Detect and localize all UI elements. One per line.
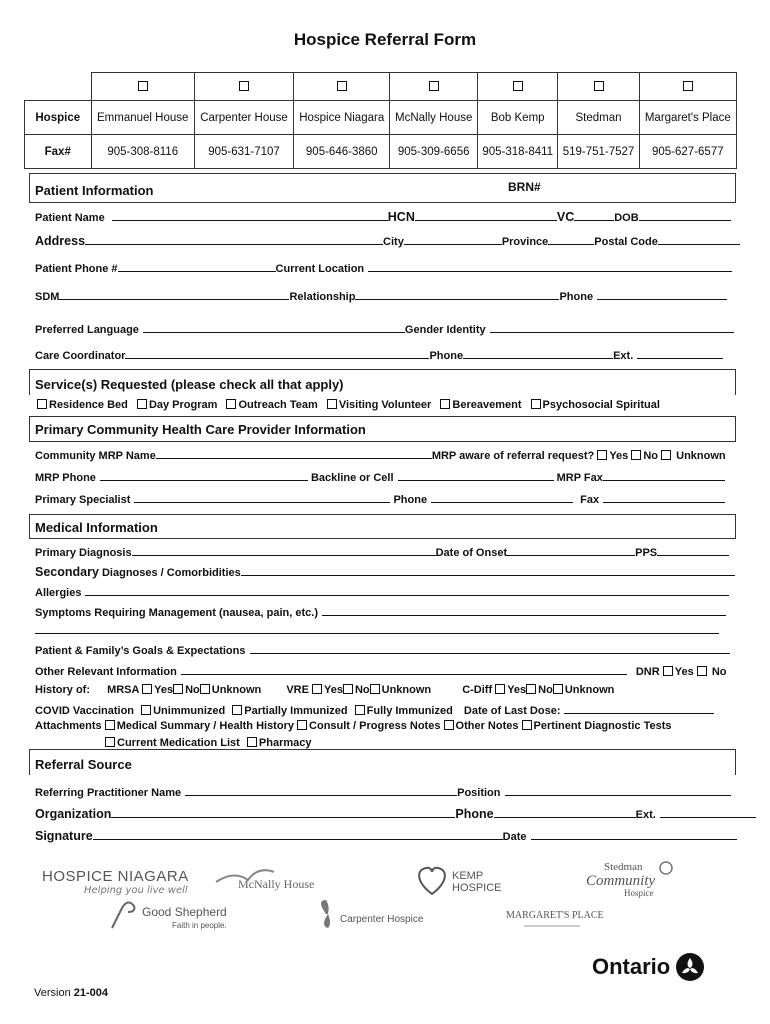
specialist-phone-field[interactable] <box>431 491 573 503</box>
cdiff-label: C-Diff <box>462 684 493 696</box>
mrp-aware-unknown[interactable]: Unknown <box>661 450 726 462</box>
vre-yes[interactable]: Yes <box>312 684 343 696</box>
mrsa-no[interactable]: No <box>173 684 200 696</box>
organization-field[interactable] <box>111 806 455 818</box>
specialist-row <box>35 491 725 506</box>
signature-field[interactable] <box>93 828 503 840</box>
care-coordinator-phone-label: Phone <box>429 350 464 362</box>
organization-label: Organization <box>35 807 112 821</box>
specialist-fax-label: Fax <box>580 494 600 506</box>
section-title: Service(s) Requested (please check all that apply) <box>35 377 344 392</box>
patient-name-field[interactable] <box>112 209 388 221</box>
mrp-phone-field[interactable] <box>100 469 308 481</box>
hospice-checkbox[interactable] <box>639 73 736 101</box>
vc-label: VC <box>556 210 575 224</box>
svg-text:KEMP: KEMP <box>452 870 484 882</box>
service-option[interactable]: Visiting Volunteer <box>327 399 432 411</box>
sdm-row <box>35 288 727 303</box>
dnr-yes[interactable]: Yes <box>663 666 694 678</box>
hospice-fax: 905-631-7107 <box>194 135 293 169</box>
referral-section-header <box>29 749 736 775</box>
address-field[interactable] <box>85 233 383 245</box>
attachments-label: Attachments <box>35 720 102 732</box>
services-options <box>37 399 660 411</box>
current-location-label: Current Location <box>275 263 365 275</box>
section-title: Primary Community Health Care Provider Information <box>35 422 366 437</box>
goals-field[interactable] <box>250 642 730 654</box>
fax-row-label: Fax# <box>25 135 92 169</box>
hospice-fax: 905-309-6656 <box>390 135 478 169</box>
attachment-option[interactable]: Other Notes <box>444 720 519 732</box>
city-label: City <box>383 236 404 248</box>
version-footer: Version 21-004 <box>34 987 109 999</box>
date-label: Date <box>502 831 527 843</box>
language-field[interactable] <box>143 321 405 333</box>
attachment-option[interactable]: Consult / Progress Notes <box>297 720 440 732</box>
svg-text:Good Shepherd: Good Shepherd <box>142 905 227 919</box>
hospice-checkbox[interactable] <box>91 73 194 101</box>
service-option[interactable]: Day Program <box>137 399 217 411</box>
mrp-fax-field[interactable] <box>603 469 725 481</box>
diagnosis-label: Primary Diagnosis <box>35 547 132 559</box>
symptoms-line-2[interactable] <box>35 633 719 634</box>
pps-field[interactable] <box>657 544 729 556</box>
postal-code-label: Postal Code <box>594 236 658 248</box>
svg-text:HOSPICE: HOSPICE <box>452 882 502 894</box>
other-info-row <box>35 663 727 678</box>
hospice-name: McNally House <box>390 101 478 135</box>
organization-row <box>35 806 756 821</box>
address-row <box>35 233 740 248</box>
hospice-row-label: Hospice <box>25 101 92 135</box>
secondary-field[interactable] <box>241 564 735 576</box>
vre-unknown[interactable]: Unknown <box>370 684 432 696</box>
care-coordinator-label: Care Coordinator <box>35 350 126 362</box>
hospice-name: Margaret's Place <box>639 101 736 135</box>
kemp-heart-icon <box>414 862 510 900</box>
last-dose-field[interactable] <box>564 702 714 714</box>
hospice-name: Carpenter House <box>194 101 293 135</box>
services-section-header <box>29 369 736 395</box>
dob-field[interactable] <box>639 209 731 221</box>
good-shepherd-logo <box>98 894 228 938</box>
hospice-name: Emmanuel House <box>91 101 194 135</box>
mrp-aware-yes[interactable]: Yes <box>597 450 628 462</box>
hospice-checkbox[interactable] <box>194 73 293 101</box>
province-field[interactable] <box>548 233 594 245</box>
mrp-phone-label: MRP Phone <box>35 472 96 484</box>
vc-field[interactable] <box>574 209 614 221</box>
allergies-field[interactable] <box>85 584 729 596</box>
onset-label: Date of Onset <box>435 547 508 559</box>
city-field[interactable] <box>404 233 502 245</box>
svg-text:Stedman: Stedman <box>604 861 643 873</box>
cdiff-yes[interactable]: Yes <box>495 684 526 696</box>
margarets-place-logo <box>504 902 604 936</box>
dnr-label: DNR <box>635 666 660 678</box>
attachments-row-2 <box>105 737 312 749</box>
gender-field[interactable] <box>490 321 734 333</box>
org-phone-field[interactable] <box>494 806 636 818</box>
hospice-fax: 905-318-8411 <box>478 135 558 169</box>
kemp-hospice-logo <box>414 862 510 904</box>
mcnally-bird-icon <box>214 862 314 898</box>
patient-name-label: Patient Name <box>35 212 105 224</box>
vre-label: VRE <box>286 684 309 696</box>
org-phone-label: Phone <box>455 807 494 821</box>
secondary-row: Secondary Diagnoses / Comorbidities <box>35 564 735 579</box>
allergies-row <box>35 584 729 599</box>
medical-section-header <box>29 514 736 539</box>
hospice-name: Bob Kemp <box>478 101 558 135</box>
mrp-aware-no[interactable]: No <box>631 450 658 462</box>
mrsa-yes[interactable]: Yes <box>142 684 173 696</box>
margarets-place-icon <box>504 902 604 932</box>
history-row <box>35 684 614 696</box>
mrp-fax-label: MRP Fax <box>556 472 603 484</box>
goals-row <box>35 642 730 657</box>
language-row <box>35 321 734 336</box>
hospice-fax: 905-627-6577 <box>639 135 736 169</box>
ext-field[interactable] <box>637 347 723 359</box>
covid-row <box>35 702 714 717</box>
hospice-checkbox[interactable] <box>390 73 478 101</box>
service-option[interactable]: Residence Bed <box>37 399 128 411</box>
hospice-checkbox[interactable] <box>478 73 558 101</box>
service-option[interactable]: Bereavement <box>440 399 521 411</box>
vre-no[interactable]: No <box>343 684 370 696</box>
svg-text:Community: Community <box>586 873 656 889</box>
position-label: Position <box>457 787 501 799</box>
hospice-fax: 905-308-8116 <box>91 135 194 169</box>
secondary-label: Secondary <box>35 565 99 579</box>
mrp-name-label: Community MRP Name <box>35 450 156 462</box>
practitioner-row <box>35 784 731 799</box>
attachment-option[interactable]: Pharmacy <box>247 737 312 749</box>
other-info-field[interactable] <box>181 663 627 675</box>
language-label: Preferred Language <box>35 324 139 336</box>
provider-section-header <box>29 416 736 442</box>
svg-text:Hospice: Hospice <box>624 888 654 898</box>
care-coordinator-phone-field[interactable] <box>463 347 613 359</box>
pps-label: PPS <box>635 547 658 559</box>
mrp-name-field[interactable] <box>156 447 432 459</box>
last-dose-label: Date of Last Dose: <box>463 705 561 717</box>
dnr-no[interactable]: No <box>697 666 727 678</box>
mrp-name-row <box>35 447 726 462</box>
care-coordinator-row <box>35 347 723 362</box>
stedman-sun-icon <box>584 856 680 900</box>
dob-label: DOB <box>614 212 639 224</box>
symptoms-field[interactable] <box>322 604 726 616</box>
specialist-phone-label: Phone <box>393 494 428 506</box>
ext-label: Ext. <box>613 350 634 362</box>
hcn-field[interactable] <box>415 209 557 221</box>
cdiff-unknown[interactable]: Unknown <box>553 684 615 696</box>
ontario-logo: Ontario <box>592 952 705 982</box>
service-option[interactable]: Outreach Team <box>226 399 317 411</box>
mrp-aware-label: MRP aware of referral request? <box>431 450 595 462</box>
stedman-logo <box>584 856 680 904</box>
gender-label: Gender Identity <box>404 324 486 336</box>
practitioner-field[interactable] <box>185 784 457 796</box>
good-shepherd-crook-icon <box>98 894 228 934</box>
province-label: Province <box>501 236 549 248</box>
backline-label: Backline or Cell <box>310 472 394 484</box>
other-info-label: Other Relevant Information <box>35 666 177 678</box>
hospice-niagara-logo: HOSPICE NIAGARA Helping you live well <box>42 868 189 896</box>
butterfly-icon <box>316 896 424 932</box>
onset-field[interactable] <box>507 544 635 556</box>
page-title: Hospice Referral Form <box>293 30 477 49</box>
svg-text:MARGARET'S PLACE: MARGARET'S PLACE <box>506 910 604 921</box>
hospice-name: Hospice Niagara <box>294 101 390 135</box>
hospice-checkbox[interactable] <box>558 73 639 101</box>
postal-code-field[interactable] <box>658 233 740 245</box>
signature-row <box>35 828 737 843</box>
org-ext-field[interactable] <box>660 806 756 818</box>
covid-partial[interactable]: Partially Immunized <box>232 705 347 717</box>
section-title: Referral Source <box>35 757 132 772</box>
current-location-field[interactable] <box>368 260 732 272</box>
position-field[interactable] <box>505 784 731 796</box>
carpenter-hospice-logo <box>316 896 424 936</box>
allergies-label: Allergies <box>35 587 82 599</box>
sdm-phone-field[interactable] <box>597 288 727 300</box>
hospice-selection-table <box>24 72 737 169</box>
diagnosis-row <box>35 544 729 559</box>
patient-name-row <box>35 209 731 224</box>
sdm-phone-label: Phone <box>559 291 594 303</box>
attachment-option[interactable]: Medical Summary / Health History <box>105 720 294 732</box>
attachment-option[interactable]: Pertinent Diagnostic Tests <box>522 720 672 732</box>
attachments-row <box>35 720 671 732</box>
practitioner-label: Referring Practitioner Name <box>35 787 182 799</box>
section-title: Patient Information <box>35 183 154 198</box>
trillium-icon <box>675 952 705 982</box>
service-option[interactable]: Psychosocial Spiritual <box>531 399 660 411</box>
covid-label: COVID Vaccination <box>35 705 135 717</box>
mrp-phone-row <box>35 469 725 484</box>
relationship-label: Relationship <box>289 291 356 303</box>
patient-phone-field[interactable] <box>118 260 276 272</box>
patient-phone-row <box>35 260 732 275</box>
patient-info-section-header <box>29 173 736 203</box>
cdiff-no[interactable]: No <box>526 684 553 696</box>
care-coordinator-field[interactable] <box>125 347 429 359</box>
mrsa-label: MRSA <box>107 684 140 696</box>
relationship-field[interactable] <box>355 288 559 300</box>
hcn-label: HCN <box>387 210 415 224</box>
date-field[interactable] <box>531 828 737 840</box>
hospice-fax: 905-646-3860 <box>294 135 390 169</box>
hospice-fax: 519-751-7527 <box>558 135 639 169</box>
svg-text:McNally House: McNally House <box>238 877 315 891</box>
section-title: Medical Information <box>35 520 158 535</box>
svg-text:Faith in people.: Faith in people. <box>172 921 227 930</box>
org-ext-label: Ext. <box>635 809 656 821</box>
svg-text:Carpenter Hospice: Carpenter Hospice <box>340 914 424 925</box>
diagnosis-field[interactable] <box>132 544 436 556</box>
hospice-checkbox[interactable] <box>294 73 390 101</box>
attachment-option[interactable]: Current Medication List <box>105 737 240 749</box>
symptoms-label: Symptoms Requiring Management (nausea, pain, etc.) <box>35 607 318 619</box>
history-label: History of: <box>35 684 90 696</box>
patient-phone-label: Patient Phone # <box>35 263 118 275</box>
sdm-field[interactable] <box>59 288 289 300</box>
symptoms-row <box>35 604 726 619</box>
covid-unimmunized[interactable]: Unimmunized <box>141 705 225 717</box>
address-label: Address <box>35 234 86 248</box>
backline-field[interactable] <box>398 469 554 481</box>
covid-fully[interactable]: Fully Immunized <box>355 705 453 717</box>
specialist-fax-field[interactable] <box>603 491 725 503</box>
brn-label: BRN# <box>508 180 541 194</box>
sdm-label: SDM <box>35 291 60 303</box>
mrsa-unknown[interactable]: Unknown <box>200 684 262 696</box>
mcnally-house-logo <box>214 862 314 902</box>
hospice-name: Stedman <box>558 101 639 135</box>
goals-label: Patient & Family’s Goals & Expectations <box>35 645 246 657</box>
signature-label: Signature <box>35 829 93 843</box>
specialist-label: Primary Specialist <box>35 494 131 506</box>
specialist-field[interactable] <box>134 491 390 503</box>
